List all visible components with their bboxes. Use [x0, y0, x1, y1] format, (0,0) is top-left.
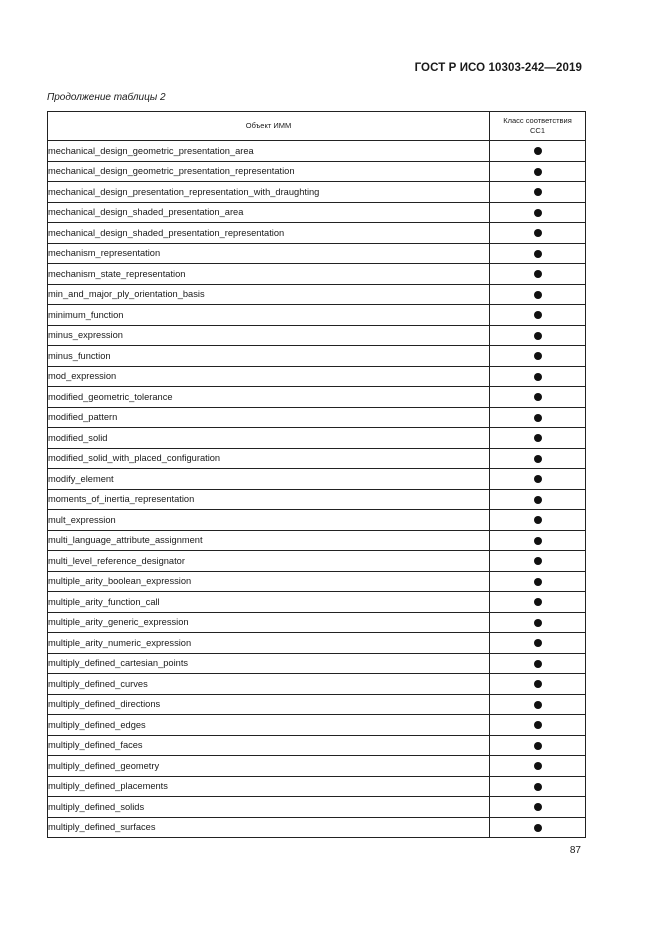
- object-name-cell: modify_element: [48, 469, 490, 490]
- filled-circle-icon: [534, 680, 542, 688]
- table-row: [48, 469, 586, 490]
- table-row: [48, 530, 586, 551]
- filled-circle-icon: [534, 455, 542, 463]
- object-name-cell: multi_language_attribute_assignment: [48, 530, 490, 551]
- object-name-cell: mod_expression: [48, 366, 490, 387]
- cc1-cell: [490, 407, 586, 428]
- cc1-cell: [490, 653, 586, 674]
- object-name-cell: multiply_defined_curves: [48, 674, 490, 695]
- filled-circle-icon: [534, 291, 542, 299]
- filled-circle-icon: [534, 578, 542, 586]
- object-name-cell: minus_function: [48, 346, 490, 367]
- object-name-cell: multiple_arity_boolean_expression: [48, 571, 490, 592]
- object-name-cell: modified_geometric_tolerance: [48, 387, 490, 408]
- cc1-cell: [490, 571, 586, 592]
- filled-circle-icon: [534, 475, 542, 483]
- table-row: [48, 674, 586, 695]
- document-standard-header: ГОСТ Р ИСО 10303-242—2019: [414, 62, 582, 74]
- object-name-cell: multi_level_reference_designator: [48, 551, 490, 572]
- conformance-table: [47, 111, 586, 838]
- cc1-cell: [490, 633, 586, 654]
- cc1-cell: [490, 428, 586, 449]
- filled-circle-icon: [534, 332, 542, 340]
- filled-circle-icon: [534, 701, 542, 709]
- cc1-cell: [490, 448, 586, 469]
- filled-circle-icon: [534, 147, 542, 155]
- table-row: [48, 551, 586, 572]
- filled-circle-icon: [534, 660, 542, 668]
- table-row: [48, 407, 586, 428]
- object-name-cell: multiply_defined_geometry: [48, 756, 490, 777]
- cc1-cell: [490, 161, 586, 182]
- filled-circle-icon: [534, 373, 542, 381]
- filled-circle-icon: [534, 270, 542, 278]
- table-row: [48, 448, 586, 469]
- table-row: [48, 510, 586, 531]
- cc1-cell: [490, 612, 586, 633]
- object-name-cell: multiply_defined_cartesian_points: [48, 653, 490, 674]
- table-row: [48, 141, 586, 162]
- filled-circle-icon: [534, 762, 542, 770]
- filled-circle-icon: [534, 229, 542, 237]
- cc1-cell: [490, 366, 586, 387]
- object-name-cell: multiply_defined_edges: [48, 715, 490, 736]
- table-row: [48, 366, 586, 387]
- object-name-cell: mechanical_design_shaded_presentation_representation: [48, 223, 490, 244]
- cc1-cell: [490, 510, 586, 531]
- object-name-cell: multiply_defined_solids: [48, 797, 490, 818]
- filled-circle-icon: [534, 393, 542, 401]
- cc1-cell: [490, 530, 586, 551]
- table-row: [48, 346, 586, 367]
- object-name-cell: mechanical_design_shaded_presentation_area: [48, 202, 490, 223]
- filled-circle-icon: [534, 414, 542, 422]
- cc1-cell: [490, 141, 586, 162]
- object-name-cell: multiply_defined_placements: [48, 776, 490, 797]
- table-row: [48, 428, 586, 449]
- object-name-cell: min_and_major_ply_orientation_basis: [48, 284, 490, 305]
- table-row: [48, 264, 586, 285]
- table-row: [48, 571, 586, 592]
- cc1-cell: [490, 551, 586, 572]
- cc1-cell: [490, 756, 586, 777]
- filled-circle-icon: [534, 598, 542, 606]
- table-row: [48, 223, 586, 244]
- object-name-cell: modified_solid: [48, 428, 490, 449]
- filled-circle-icon: [534, 168, 542, 176]
- table-row: [48, 489, 586, 510]
- filled-circle-icon: [534, 537, 542, 545]
- column-header-conformance-class: [490, 112, 586, 141]
- table-row: [48, 325, 586, 346]
- table-row: [48, 797, 586, 818]
- cc1-cell: [490, 223, 586, 244]
- table-row: [48, 305, 586, 326]
- table-row: [48, 633, 586, 654]
- filled-circle-icon: [534, 803, 542, 811]
- cc1-cell: [490, 817, 586, 838]
- page-number: 87: [569, 845, 581, 856]
- table-caption: Продолжение таблицы 2: [47, 92, 166, 103]
- object-name-cell: mechanism_representation: [48, 243, 490, 264]
- cc1-cell: [490, 305, 586, 326]
- object-name-cell: multiply_defined_surfaces: [48, 817, 490, 838]
- cc1-cell: [490, 592, 586, 613]
- cc1-cell: [490, 735, 586, 756]
- table-row: [48, 612, 586, 633]
- cc1-cell: [490, 797, 586, 818]
- cc1-cell: [490, 243, 586, 264]
- filled-circle-icon: [534, 209, 542, 217]
- table-row: [48, 694, 586, 715]
- filled-circle-icon: [534, 434, 542, 442]
- table-header: [48, 112, 586, 141]
- filled-circle-icon: [534, 721, 542, 729]
- cc1-cell: [490, 202, 586, 223]
- object-name-cell: mechanical_design_geometric_presentation_area: [48, 141, 490, 162]
- filled-circle-icon: [534, 783, 542, 791]
- table-row: [48, 776, 586, 797]
- object-name-cell: mechanical_design_presentation_representation_with_draughting: [48, 182, 490, 203]
- table-row: [48, 243, 586, 264]
- column-header-object: Объект ИММ: [48, 112, 490, 141]
- filled-circle-icon: [534, 352, 542, 360]
- object-name-cell: modified_solid_with_placed_configuration: [48, 448, 490, 469]
- table-row: [48, 161, 586, 182]
- table-row: [48, 182, 586, 203]
- object-name-cell: multiply_defined_faces: [48, 735, 490, 756]
- filled-circle-icon: [534, 516, 542, 524]
- object-name-cell: minus_expression: [48, 325, 490, 346]
- header-row: [48, 112, 586, 141]
- object-name-cell: modified_pattern: [48, 407, 490, 428]
- object-name-cell: multiple_arity_generic_expression: [48, 612, 490, 633]
- object-name-cell: mechanism_state_representation: [48, 264, 490, 285]
- table-row: [48, 817, 586, 838]
- table-row: [48, 756, 586, 777]
- filled-circle-icon: [534, 742, 542, 750]
- cc1-cell: [490, 264, 586, 285]
- cc1-cell: [490, 346, 586, 367]
- object-name-cell: multiple_arity_numeric_expression: [48, 633, 490, 654]
- object-name-cell: moments_of_inertia_representation: [48, 489, 490, 510]
- filled-circle-icon: [534, 496, 542, 504]
- cc1-cell: [490, 325, 586, 346]
- filled-circle-icon: [534, 639, 542, 647]
- table-row: [48, 735, 586, 756]
- cc1-cell: [490, 182, 586, 203]
- table-row: [48, 387, 586, 408]
- object-name-cell: mult_expression: [48, 510, 490, 531]
- filled-circle-icon: [534, 188, 542, 196]
- column-header-class-code: CC1: [529, 126, 545, 135]
- cc1-cell: [490, 489, 586, 510]
- table-row: [48, 284, 586, 305]
- cc1-cell: [490, 469, 586, 490]
- filled-circle-icon: [534, 311, 542, 319]
- table-row: [48, 202, 586, 223]
- cc1-cell: [490, 776, 586, 797]
- table-row: [48, 592, 586, 613]
- object-name-cell: mechanical_design_geometric_presentation_representation: [48, 161, 490, 182]
- cc1-cell: [490, 715, 586, 736]
- object-name-cell: multiple_arity_function_call: [48, 592, 490, 613]
- filled-circle-icon: [534, 824, 542, 832]
- cc1-cell: [490, 674, 586, 695]
- table-row: [48, 715, 586, 736]
- cc1-cell: [490, 387, 586, 408]
- object-name-cell: multiply_defined_directions: [48, 694, 490, 715]
- filled-circle-icon: [534, 250, 542, 258]
- table-row: [48, 653, 586, 674]
- object-name-cell: minimum_function: [48, 305, 490, 326]
- cc1-cell: [490, 694, 586, 715]
- cc1-cell: [490, 284, 586, 305]
- column-header-class-label: Класс соответствия: [503, 116, 572, 125]
- filled-circle-icon: [534, 619, 542, 627]
- table-body: [48, 141, 586, 838]
- filled-circle-icon: [534, 557, 542, 565]
